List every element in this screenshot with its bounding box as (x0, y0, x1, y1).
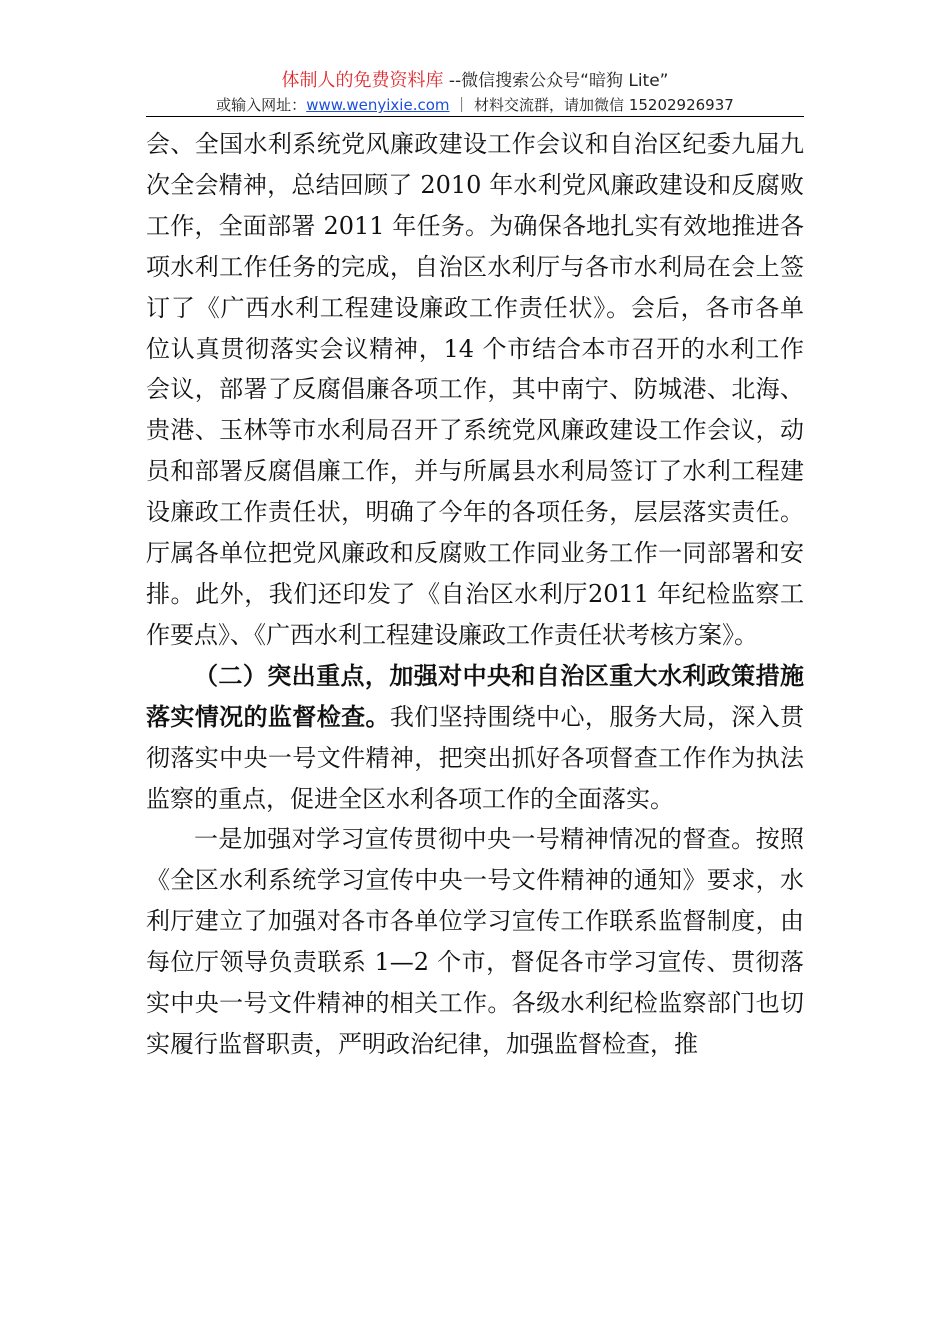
header-tagline: --微信搜索公众号“暗狗 Lite” (443, 71, 669, 91)
header-divider (146, 116, 804, 117)
header-subline (0, 94, 950, 116)
section-heading: （二）突出重点，加强对中央和自治区重大水利政策措施落实情况的监督检查。 (146, 660, 804, 731)
brand-title: 体制人的免费资料库 (281, 70, 444, 91)
document-body (146, 124, 804, 1065)
url-prefix: 或输入网址： (216, 96, 307, 114)
paragraph-2 (146, 656, 804, 820)
website-link[interactable]: www.wenyixie.com (306, 96, 450, 114)
page-header (0, 68, 950, 116)
contact-info: ｜ 材料交流群，请加微信 15202926937 (449, 96, 734, 114)
header-banner (0, 68, 950, 94)
paragraph-3: 一是加强对学习宣传贯彻中央一号精神情况的督查。按照《全区水利系统学习宣传中央一号文件精神的通知》要求，水利厅建立了加强对各市各单位学习宣传工作联系监督制度，由每位厅领导负责联系 1—2 个市，督促各市学习宣传、贯彻落实中央一号文件精神的相关工作。各级水利纪检监察部门也切实履行监督职责，严明政治纪律，加强监督检查，推 (146, 825, 804, 1058)
paragraph-1: 会、全国水利系统党风廉政建设工作会议和自治区纪委九届九次全会精神，总结回顾了 2010 年水利党风廉政建设和反腐败工作，全面部署 2011 年任务。为确保各地扎实有效地推进各项水利工作任务的完成，自治区水利厅与各市水利局在会上签订了《广西水利工程建设廉政工作责任状》。会后，各市各单位认真贯彻落实会议精神，14 个市结合本市召开的水利工作会议，部署了反腐倡廉各项工作，其中南宁、防城港、北海、贵港、玉林等市水利局召开了系统党风廉政建设工作会议，动员和部署反腐倡廉工作，并与所属县水利局签订了水利工程建设廉政工作责任状，明确了今年的各项任务，层层落实责任。厅属各单位把党风廉政和反腐败工作同业务工作一同部署和安排。此外，我们还印发了《自治区水利厅2011 年纪检监察工作要点》、《广西水利工程建设廉政工作责任状考核方案》。 (146, 130, 804, 649)
paragraph-2-text: 我们坚持围绕中心，服务大局，深入贯彻落实中央一号文件精神，把突出抓好各项督查工作作为执法监察的重点，促进全区水利各项工作的全面落实。 (146, 702, 805, 813)
